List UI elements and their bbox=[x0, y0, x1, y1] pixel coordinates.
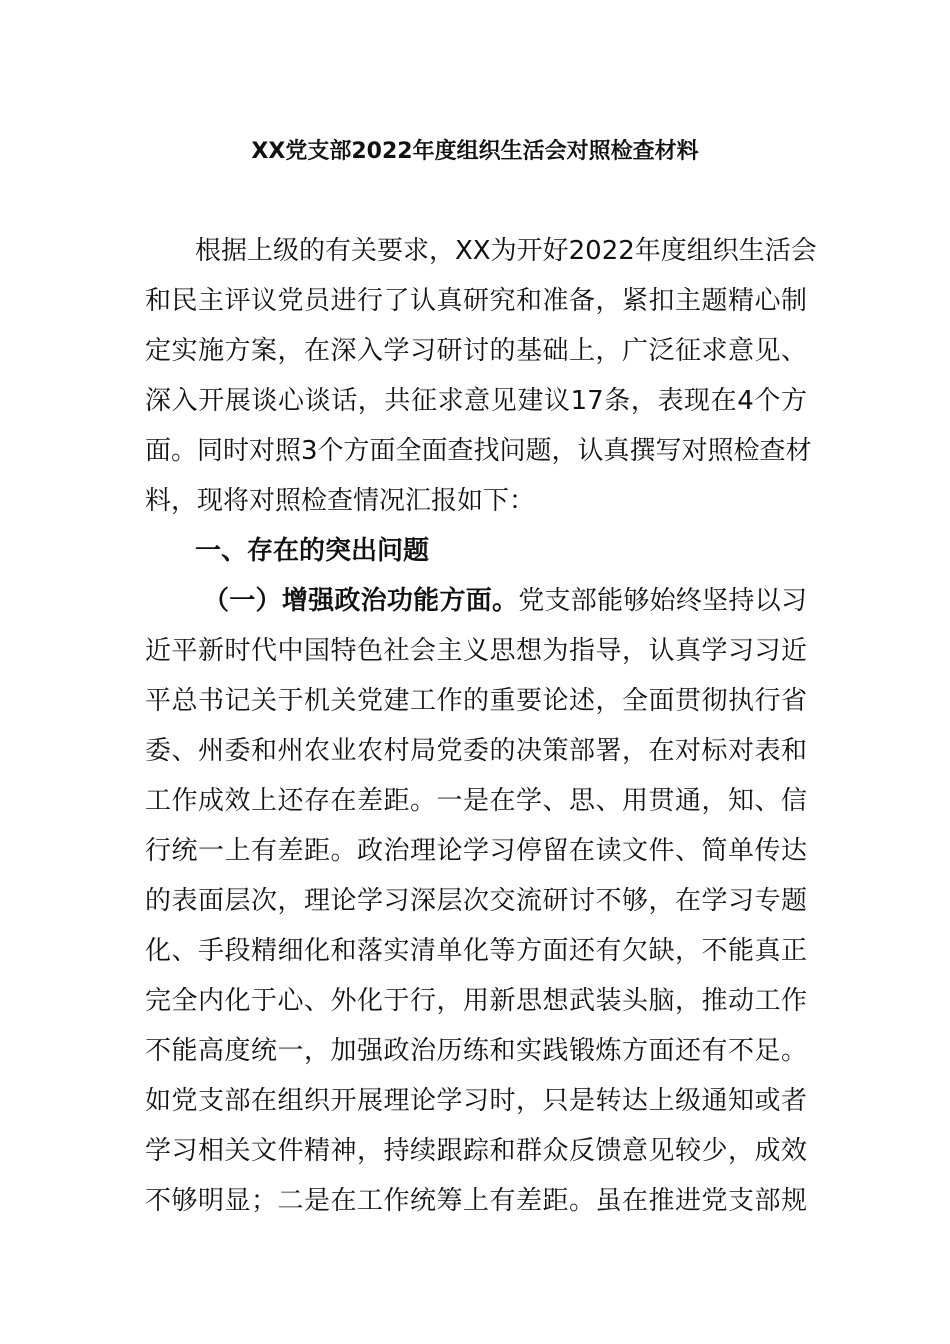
paragraph-line: 化、手段精细化和落实清单化等方面还有欠缺，不能真正 bbox=[145, 936, 807, 966]
subsection-lead-text: 党支部能够始终坚持以习 bbox=[518, 586, 807, 616]
paragraph-line: 工作成效上还存在差距。一是在学、思、用贯通，知、信 bbox=[145, 786, 807, 816]
paragraph-line: 学习相关文件精神，持续跟踪和群众反馈意见较少，成效 bbox=[145, 1136, 807, 1166]
subsection-lead-line bbox=[145, 576, 807, 626]
paragraph-line: 根据上级的有关要求，XX为开好2022年度组织生活会 bbox=[195, 236, 817, 266]
paragraph-line: 平总书记关于机关党建工作的重要论述，全面贯彻执行省 bbox=[145, 686, 807, 716]
document-title: XX党支部2022年度组织生活会对照检查材料 bbox=[251, 139, 699, 164]
paragraph-line: 委、州委和州农业农村局党委的决策部署，在对标对表和 bbox=[145, 736, 807, 766]
paragraph-line: 定实施方案，在深入学习研讨的基础上，广泛征求意见、 bbox=[145, 336, 807, 366]
paragraph-line: 料，现将对照检查情况汇报如下： bbox=[145, 486, 536, 516]
paragraph-line: 不能高度统一，加强政治历练和实践锻炼方面还有不足。 bbox=[145, 1036, 807, 1066]
paragraph-line: 深入开展谈心谈话，共征求意见建议17条，表现在4个方 bbox=[145, 386, 807, 416]
paragraph-line: 不够明显；二是在工作统筹上有差距。虽在推进党支部规 bbox=[145, 1186, 807, 1216]
paragraph-line: 完全内化于心、外化于行，用新思想武装头脑，推动工作 bbox=[145, 986, 807, 1016]
document-body bbox=[145, 226, 817, 1226]
section-heading: 一、存在的突出问题 bbox=[195, 536, 430, 566]
paragraph-line: 如党支部在组织开展理论学习时，只是转达上级通知或者 bbox=[145, 1086, 807, 1116]
paragraph-line: 行统一上有差距。政治理论学习停留在读文件、简单传达 bbox=[145, 836, 807, 866]
paragraph-line: 面。同时对照3个方面全面查找问题，认真撰写对照检查材 bbox=[145, 436, 812, 466]
subsection-paragraph bbox=[145, 576, 807, 1226]
paragraph-line: 的表面层次，理论学习深层次交流研讨不够，在学习专题 bbox=[145, 886, 807, 916]
paragraph-line: 和民主评议党员进行了认真研究和准备，紧扣主题精心制 bbox=[145, 286, 807, 316]
intro-paragraph bbox=[145, 226, 817, 526]
paragraph-line: 近平新时代中国特色社会主义思想为指导，认真学习习近 bbox=[145, 636, 807, 666]
subsection-heading: （一）增强政治功能方面。 bbox=[203, 586, 519, 616]
